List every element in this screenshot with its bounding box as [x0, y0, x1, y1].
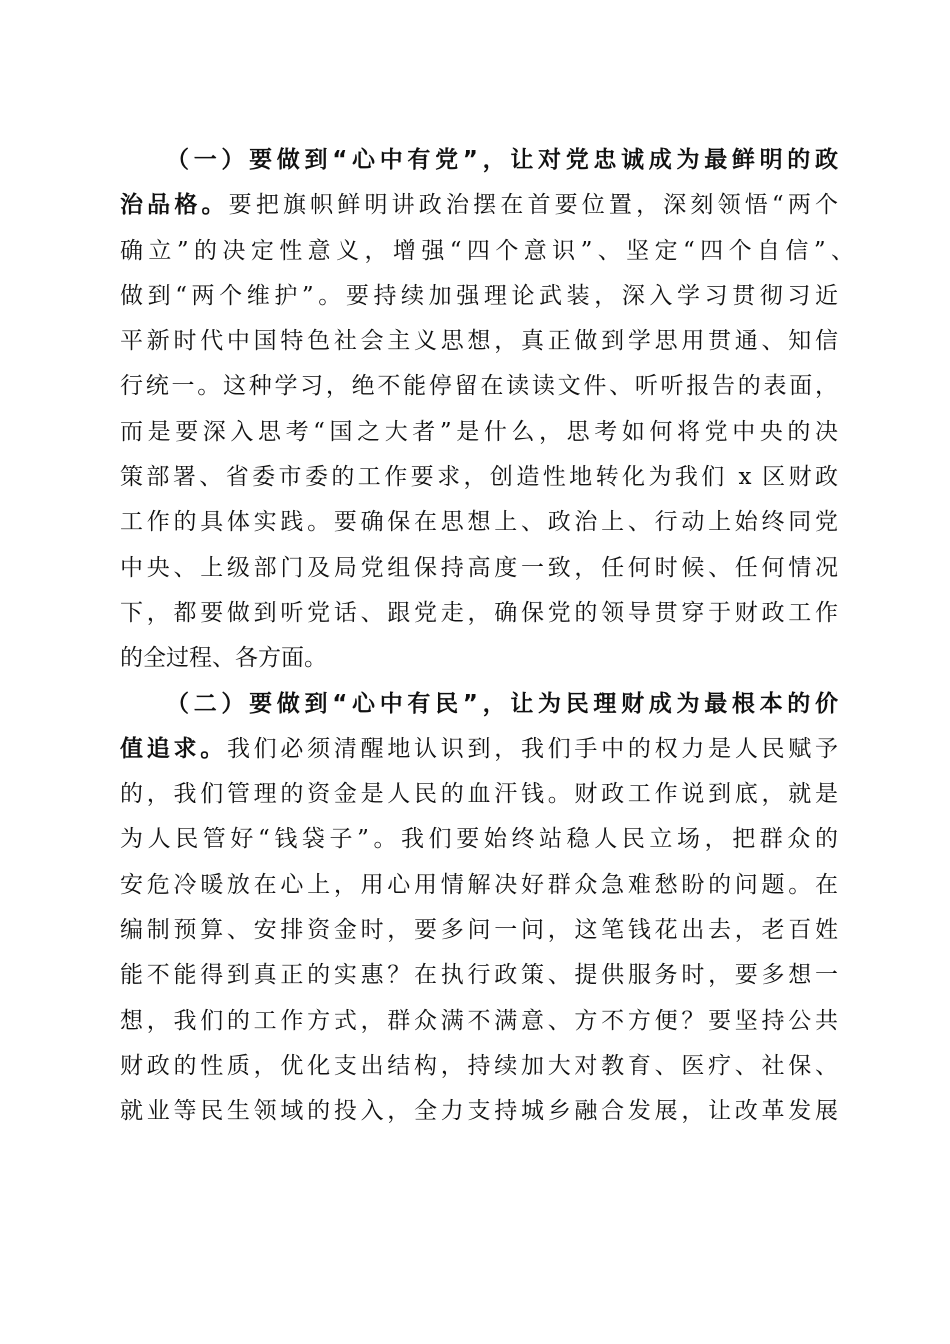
paragraph-1-line: 策部署、省委市委的工作要求，创造性地转化为我们 x 区财政	[120, 464, 838, 491]
paragraph-2-line: 财政的性质，优化支出结构，持续加大对教育、医疗、社保、	[120, 1052, 838, 1079]
paragraph-2-line: 就业等民生领域的投入，全力支持城乡融合发展，让改革发展	[120, 1098, 838, 1125]
paragraph-1-heading-end: 治品格。	[120, 192, 229, 219]
paragraph-1-line: 确立”的决定性意义，增强“四个意识”、坚定“四个自信”、	[120, 237, 854, 264]
paragraph-2-line: 想，我们的工作方式，群众满不满意、方不方便？要坚持公共	[120, 1007, 838, 1034]
paragraph-2-line: 的，我们管理的资金是人民的血汗钱。财政工作说到底，就是	[120, 781, 838, 808]
paragraph-2-line-1	[120, 682, 838, 727]
paragraph-1-line: 中央、上级部门及局党组保持高度一致，任何时候、任何情况	[120, 554, 838, 581]
paragraph-2-text: 我们必须清醒地认识到，我们手中的权力是人民赋予	[226, 735, 839, 762]
paragraph-1-line-1	[120, 138, 838, 183]
paragraph-1-heading: （一）要做到“心中有党”，让对党忠诚成为最鲜明的政	[166, 147, 838, 173]
paragraph-2-line: 编制预算、安排资金时，要多问一问，这笔钱花出去，老百姓	[120, 917, 838, 944]
paragraph-1-line: 下，都要做到听党话、跟党走，确保党的领导贯穿于财政工作	[120, 599, 838, 626]
paragraph-1-line: 行统一。这种学习，绝不能停留在读读文件、听听报告的表面，	[120, 373, 838, 400]
paragraph-2-heading: （二）要做到“心中有民”，让为民理财成为最根本的价	[166, 690, 838, 717]
paragraph-1-line: 的全过程、各方面。	[120, 645, 327, 672]
paragraph-2-line: 能不能得到真正的实惠？在执行政策、提供服务时，要多想一	[120, 962, 838, 989]
paragraph-1-line-2	[120, 183, 838, 228]
paragraph-2-line: 为人民管好“钱袋子”。我们要始终站稳人民立场，把群众的	[120, 826, 838, 853]
paragraph-1-line: 平新时代中国特色社会主义思想，真正做到学思用贯通、知信	[120, 328, 838, 355]
paragraph-1-line: 做到“两个维护”。要持续加强理论武装，深入学习贯彻习近	[120, 282, 838, 309]
paragraph-2-heading-end: 值追求。	[120, 735, 227, 762]
paragraph-2-line: 安危冷暖放在心上，用心用情解决好群众急难愁盼的问题。在	[120, 871, 838, 898]
paragraph-1-line: 而是要深入思考“国之大者”是什么，思考如何将党中央的决	[120, 418, 838, 445]
paragraph-1-line: 工作的具体实践。要确保在思想上、政治上、行动上始终同党	[120, 509, 838, 536]
paragraph-1-text: 要把旗帜鲜明讲政治摆在首要位置，深刻领悟“两个	[228, 192, 838, 219]
paragraph-2-line-2	[120, 727, 838, 772]
document-body	[120, 138, 854, 1135]
